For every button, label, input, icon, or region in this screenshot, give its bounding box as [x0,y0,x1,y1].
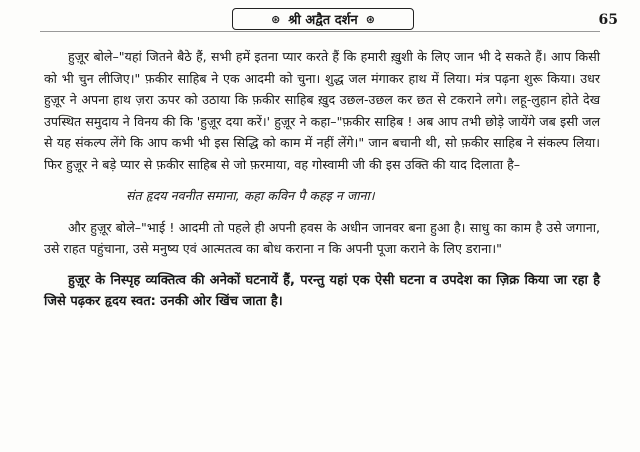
ornament-left-icon: ⊛ [271,12,281,26]
paragraph-3: हुज़ूर के निस्पृह व्यक्तित्व की अनेकों घटनायें हैं, परन्तु यहां एक ऐसी घटना व उपदेश का ज़िक्र किया जा रहा है जिसे पढ़कर हृदय स्वत: उनकी ओर खिंच जाता है। [44,272,600,309]
paragraph-1: हुज़ूर बोले–"यहां जितने बैठे हैं, सभी हमें इतना प्यार करते हैं कि हमारी ख़ुशी के लिए जान भी दे सकते हैं। आप किसी को भी चुन लीजिए।" फ़कीर साहिब ने एक आदमी को चुना। शुद्ध जल मंगाकर हाथ में लिया। मंत्र पढ़ना शुरू किया। उधर हुज़ूर ने अपना हाथ ज़रा ऊपर को उठाया कि फ़कीर साहिब ख़ुद उछल-उछल कर छत से टकराने लगे। लहू-लुहान होते देख उपस्थित समुदाय ने विनय की कि 'हुज़ूर दया करें।' हुज़ूर ने कहा–"फ़कीर साहिब ! अब आप तभी छोड़े जायेंगे जब इसी जल से यह संकल्प लेंगे कि आप कभी भी इस सिद्धि को काम में नहीं लेंगे।" जान बचानी थी, सो फ़कीर साहिब ने संकल्प लिया। फिर हुज़ूर ने बड़े प्यार से फ़कीर साहिब से जो फ़रमाया, वह गोस्वामी जी की इस उक्ति की याद दिलाता है– [44,49,600,172]
page-body [44,46,600,313]
running-header [0,6,640,32]
header-divider [40,31,600,32]
paragraph-2: और हुज़ूर बोले–"भाई ! आदमी तो पहले ही अपनी हवस के अधीन जानवर बना हुआ है। साधु का काम है उसे जगाना, उसे राहत पहुंचाना, उसे मनुष्य एवं आत्मतत्व का बोध कराना न कि अपनी पूजा कराने के लिए डराना।" [44,219,600,256]
couplet-quote: संत हृदय नवनीत समाना, कहा कविन पै कहइ न जाना। [126,188,375,203]
header-title-box [232,8,414,30]
ornament-right-icon: ⊛ [365,12,375,26]
page-number: 65 [598,12,618,28]
book-title: श्री अद्वैत दर्शन [288,13,358,28]
